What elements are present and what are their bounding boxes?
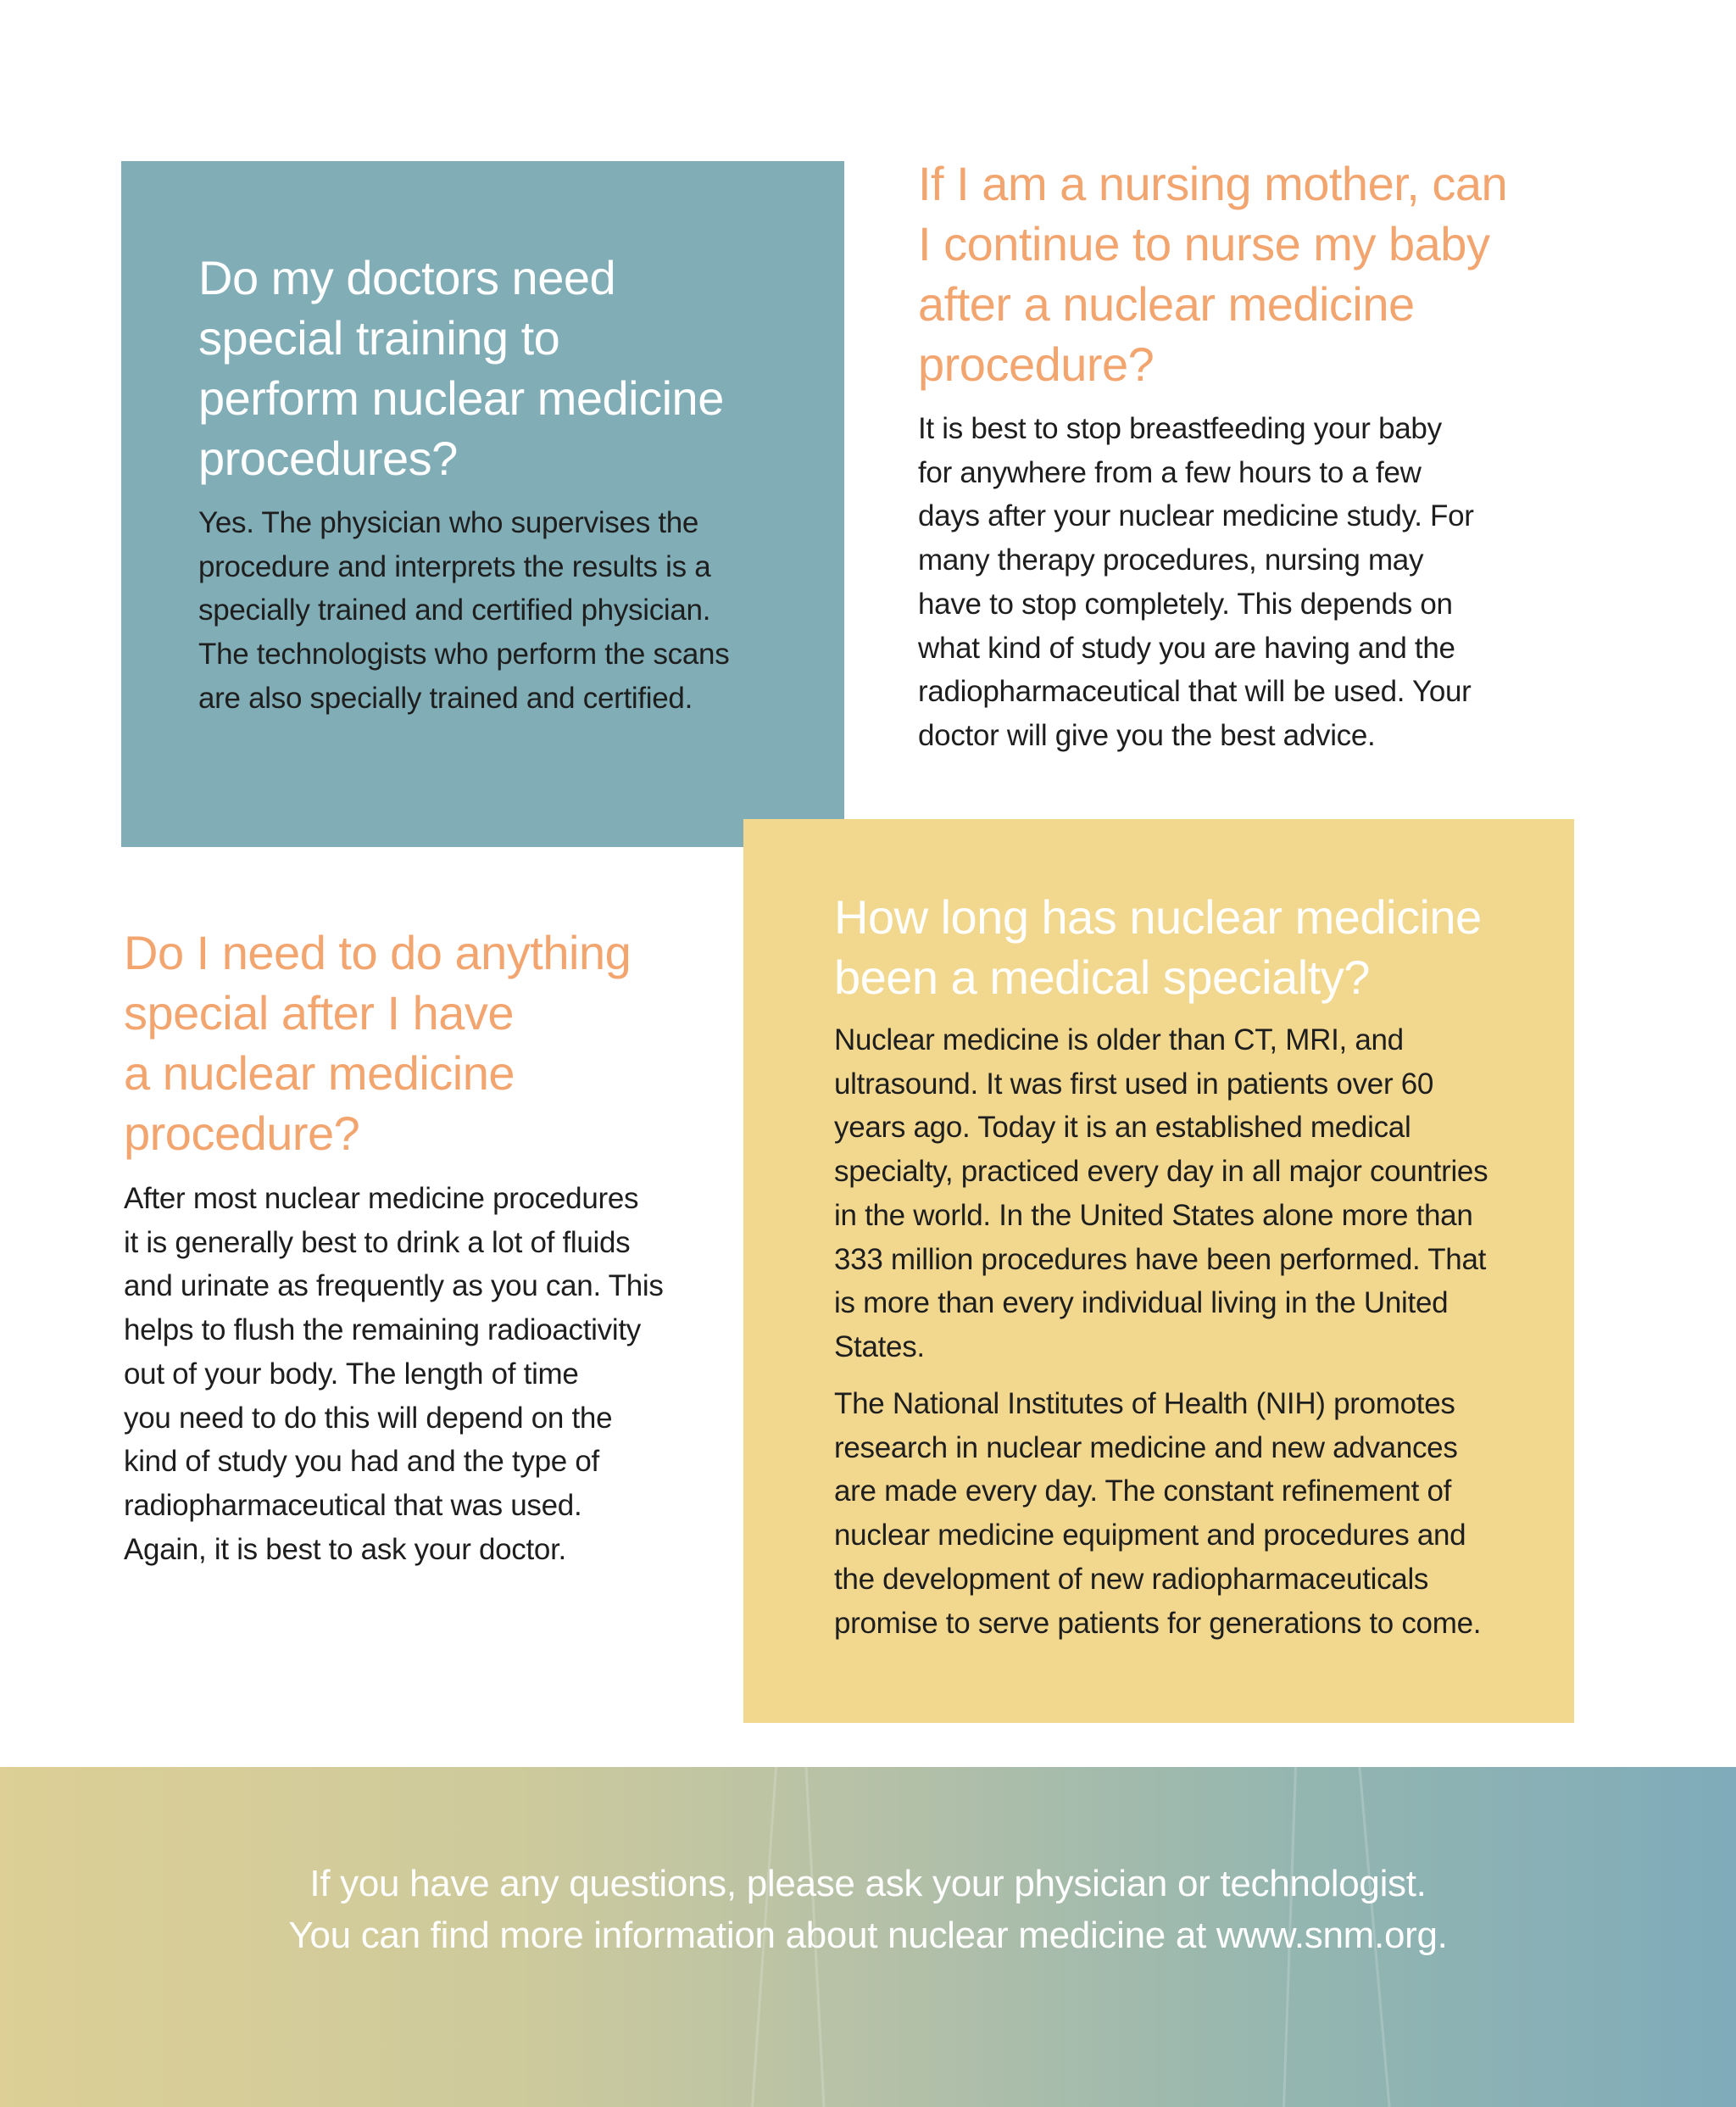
footer-line: You can find more information about nuclear medicine at www.snm.org. [288,1915,1448,1956]
specialty-history-answer-2 [834,1382,1481,1645]
answer-line: States. [834,1329,925,1363]
answer-line: nuclear medicine equipment and procedures and [834,1519,1466,1552]
heading-line: How long has nuclear medicine [834,890,1482,944]
footer-line: If you have any questions, please ask your physician or technologist. [309,1863,1427,1904]
answer-line: specialty, practiced every day in all major countries [834,1155,1488,1189]
heading-line: procedures? [198,432,458,485]
answer-line: helps to flush the remaining radioactivity [124,1313,641,1347]
specialty-history-answer-1 [834,1018,1488,1369]
answer-line: out of your body. The length of time [124,1357,579,1391]
footer-band [0,1767,1736,2107]
answer-line: The National Institutes of Health (NIH) promotes [834,1387,1455,1420]
heading-line: perform nuclear medicine [198,371,724,425]
answer-line: The technologists who perform the scans [198,638,730,672]
nursing-mother-answer [918,407,1474,758]
answer-line: radiopharmaceutical that was used. [124,1488,582,1522]
heading-line: procedure? [124,1106,360,1160]
doctors-training-heading [198,248,724,488]
answer-line: It is best to stop breastfeeding your baby [918,412,1442,445]
answer-line: what kind of study you are having and the [918,631,1455,665]
answer-line: Again, it is best to ask your doctor. [124,1532,566,1566]
answer-line: and urinate as frequently as you can. This [124,1269,664,1303]
heading-line: Do my doctors need [198,251,616,304]
answer-line: 333 million procedures have been performed. That [834,1242,1487,1276]
answer-line: specially trained and certified physician. [198,594,711,627]
answer-line: After most nuclear medicine procedures [124,1182,639,1215]
answer-line: are made every day. The constant refinement of [834,1474,1452,1508]
heading-line: after a nuclear medicine [918,277,1415,331]
footer-message [0,1858,1736,1961]
answer-line: research in nuclear medicine and new advances [834,1430,1458,1464]
answer-line: you need to do this will depend on the [124,1401,613,1435]
answer-line: Yes. The physician who supervises the [198,506,699,539]
answer-line: years ago. Today it is an established medical [834,1111,1411,1145]
answer-line: have to stop completely. This depends on [918,587,1453,621]
heading-line: Do I need to do anything [124,926,632,979]
answer-line: in the world. In the United States alone more than [834,1198,1473,1232]
answer-line: are also specially trained and certified. [198,681,693,715]
answer-line: for anywhere from a few hours to a few [918,455,1422,489]
specialty-history-heading [834,887,1482,1007]
answer-line: Nuclear medicine is older than CT, MRI, and [834,1023,1404,1056]
nursing-mother-heading [918,153,1507,394]
answer-line: many therapy procedures, nursing may [918,543,1424,577]
heading-line: special after I have [124,986,515,1040]
answer-line: days after your nuclear medicine study. For [918,499,1474,533]
after-procedure-heading [124,923,631,1163]
answer-line: radiopharmaceutical that will be used. Your [918,675,1472,709]
doctors-training-answer [198,501,729,721]
heading-line: a nuclear medicine [124,1046,515,1100]
answer-line: ultrasound. It was first used in patients over 60 [834,1067,1434,1101]
answer-line: promise to serve patients for generations to come. [834,1606,1482,1640]
heading-line: If I am a nursing mother, can [918,157,1508,210]
answer-line: procedure and interprets the results is a [198,549,711,583]
answer-line: it is generally best to drink a lot of fluids [124,1225,631,1259]
heading-line: been a medical specialty? [834,950,1370,1004]
answer-line: the development of new radiopharmaceuticals [834,1562,1429,1596]
answer-line: doctor will give you the best advice. [918,718,1376,752]
heading-line: I continue to nurse my baby [918,217,1490,270]
heading-line: special training to [198,311,560,365]
answer-line: kind of study you had and the type of [124,1445,599,1479]
answer-line: is more than every individual living in the United [834,1286,1449,1320]
after-procedure-answer [124,1177,664,1571]
heading-line: procedure? [918,337,1155,391]
